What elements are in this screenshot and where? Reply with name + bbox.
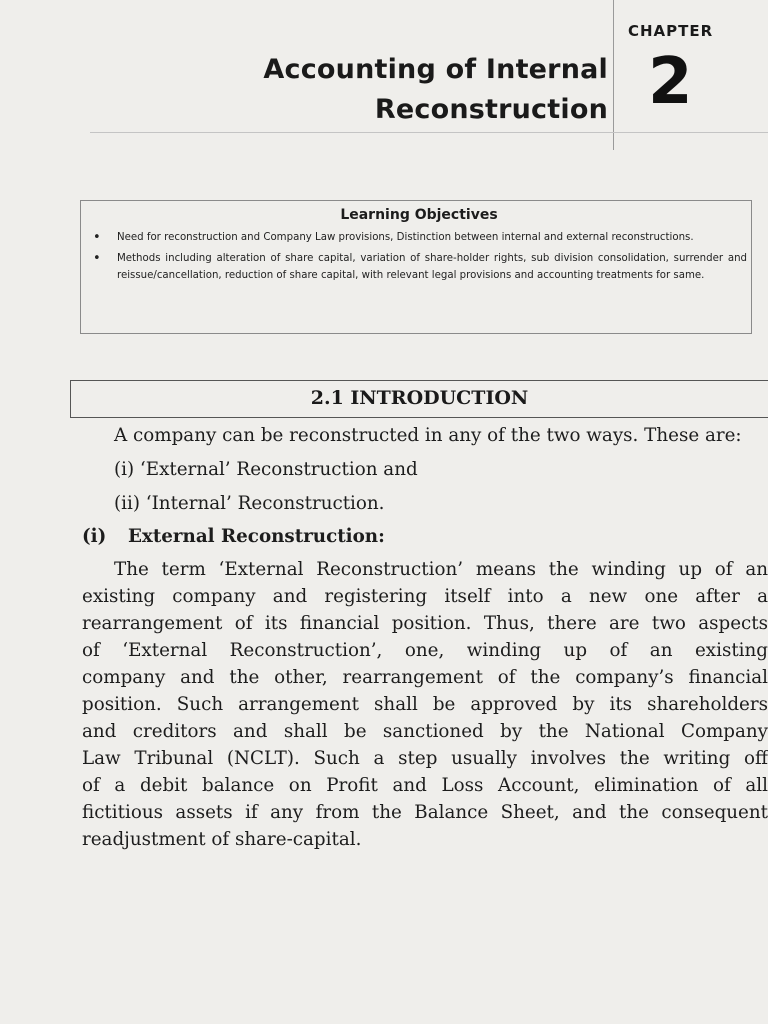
learning-objective-text: Need for reconstruction and Company Law provisions, Distinction between internal and external reconstructions. [117, 232, 694, 243]
paragraph-line: readjustment of share-capital. [82, 829, 362, 850]
intro-paragraph: A company can be reconstructed in any of the two ways. These are: [114, 425, 742, 446]
way-item: (ii) ‘Internal’ Reconstruction. [114, 493, 385, 514]
chapter-title-line-2: Reconstruction [374, 94, 608, 125]
sub-heading-number: (i) [82, 526, 107, 547]
paragraph-line: position. Such arrangement shall be approved by its shareholders [82, 694, 768, 715]
learning-objectives-box [80, 200, 752, 334]
header-horizontal-rule [90, 132, 768, 133]
sub-heading-text: External Reconstruction: [128, 526, 385, 547]
chapter-title [263, 50, 608, 130]
paragraph-line: of ‘External Reconstruction’, one, winding up of an existing [82, 640, 768, 661]
header-vertical-rule [613, 0, 614, 150]
learning-objective-item [91, 229, 747, 246]
learning-objective-text: Methods including alteration of share capital, variation of share-holder rights, sub division consolidation, surrender and reissue/cancellation, reduction of share capital, with relevant legal provisions and accounting treatments for same. [117, 253, 747, 281]
body-text [82, 422, 768, 853]
bullet-icon: • [93, 251, 101, 266]
paragraph-line: fictitious assets if any from the Balance Sheet, and the consequent [82, 802, 768, 823]
paragraph-line: company and the other, rearrangement of the company’s financial [82, 667, 768, 688]
learning-objectives-title: Learning Objectives [340, 207, 498, 223]
bullet-icon: • [93, 230, 101, 245]
external-reconstruction-paragraph [82, 556, 768, 853]
paragraph-line: and creditors and shall be sanctioned by the National Company [82, 721, 768, 742]
chapter-number: 2 [648, 45, 693, 119]
learning-objective-item [91, 250, 747, 284]
chapter-label: CHAPTER [628, 22, 714, 40]
paragraph-line: existing company and registering itself into a new one after a [82, 586, 768, 607]
section-heading: 2.1 INTRODUCTION [70, 380, 768, 418]
chapter-title-line-1: Accounting of Internal [263, 54, 608, 85]
paragraph-line: The term ‘External Reconstruction’ means the winding up of an [114, 559, 768, 580]
paragraph-line: Law Tribunal (NCLT). Such a step usually involves the writing off [82, 748, 768, 769]
paragraph-line: of a debit balance on Profit and Loss Account, elimination of all [82, 775, 768, 796]
learning-objectives-list [91, 229, 747, 284]
paragraph-line: rearrangement of its financial position. Thus, there are two aspects [82, 613, 768, 634]
sub-heading [82, 523, 768, 550]
way-item: (i) ‘External’ Reconstruction and [114, 459, 418, 480]
